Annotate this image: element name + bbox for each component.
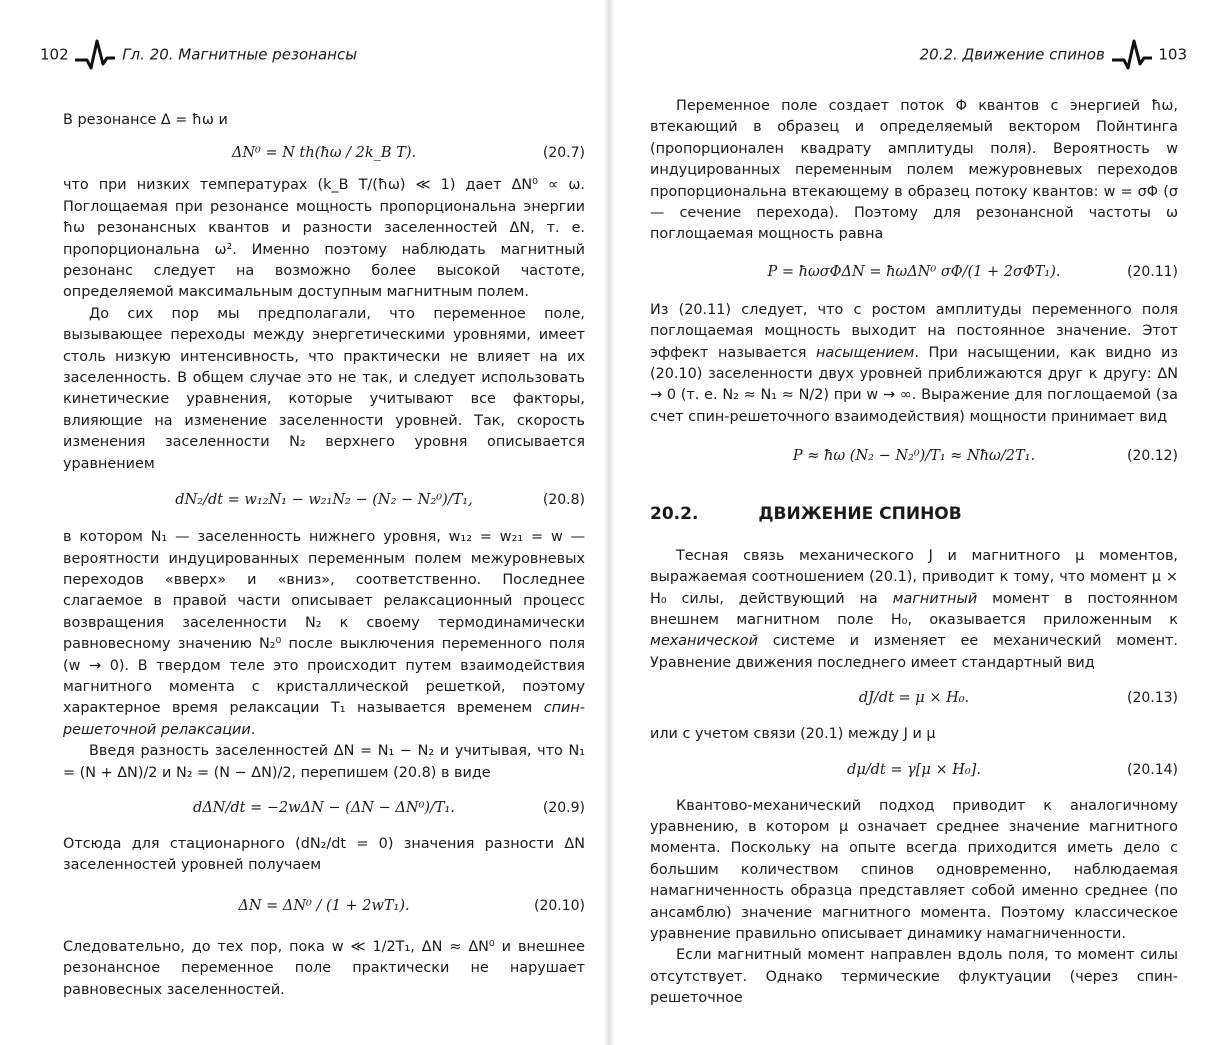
equation-number: (20.8): [542, 492, 585, 509]
right-body-text: [650, 96, 1178, 1010]
equation-number: (20.10): [533, 898, 585, 915]
equation-20-13: [650, 674, 1178, 724]
paragraph-text: в котором N₁ — заселенность нижнего уровня, w₁₂ = w₂₁ = w — вероятности индуцированных переменным полем межуровневых переходов «вверх» и «вниз», соответственно. Последнее слагаемое в правой части описывает релаксационный процесс возвращения заселенности N₂ к своему термодинамически равновесному значению N₂⁰ после выключения переменного поля (w → 0). В твердом теле это происходит путем взаимодействия магнитного момента с кристаллической решеткой, поэтому характерное время релаксации T₁ называется временем: [63, 529, 585, 717]
equation-formula: ΔN = ΔN⁰ / (1 + 2wT₁).: [238, 898, 410, 915]
equation-20-11: [650, 246, 1178, 300]
paragraph-text: Из (20.11) следует, что с ростом амплитуды переменного поля поглощаемая мощность выходит на постоянное значение. Этот эффект называется: [650, 301, 1178, 361]
italic-term: магнитный: [892, 590, 978, 607]
equation-formula: dJ/dt = μ × H₀.: [858, 690, 970, 707]
paragraph-text: момент в постоянном внешнем магнитном поле H₀, оказывается приложенным к: [650, 590, 1178, 628]
equation-20-7: [63, 131, 585, 175]
paragraph: Введя разность заселенностей ΔN = N₁ − N₂ и учитывая, что N₁ = (N + ΔN)/2 и N₂ = (N − ΔN)/2, перепишем (20.8) в виде: [63, 743, 585, 781]
left-running-head: [40, 38, 357, 78]
italic-term: механической: [650, 633, 758, 650]
section-title: ДВИЖЕНИЕ СПИНОВ: [758, 504, 962, 525]
equation-20-12: [650, 428, 1178, 484]
equation-formula: ΔN⁰ = N th(ħω / 2k_B T).: [231, 144, 417, 161]
paragraph-text: .: [250, 721, 256, 738]
paragraph: До сих пор мы предполагали, что переменное поле, вызывающее переходы между энергетическими уровнями, имеет столь низкую интенсивность, что практически не влияет на их заселенность. В общем случае это не так, и следует использовать кинетические уравнения, которые учитывают все факторы, влияющие на изменение заселенности уровней. Так, скорость изменения заселенности N₂ верхнего уровня описывается уравнением: [63, 305, 585, 472]
pulse-icon: [73, 38, 117, 72]
equation-number: (20.12): [1126, 447, 1178, 464]
equation-20-8: [63, 475, 585, 527]
paragraph: Следовательно, до тех пор, пока w ≪ 1/2T₁, ΔN ≈ ΔN⁰ и внешнее резонансное переменное поле практически не нарушает равновесных заселенностей.: [63, 938, 585, 998]
equation-formula: dΔN/dt = −2wΔN − (ΔN − ΔN⁰)/T₁.: [193, 800, 455, 817]
equation-formula: dμ/dt = γ[μ × H₀].: [847, 761, 981, 778]
paragraph: [63, 527, 585, 741]
left-running-title: Гл. 20. Магнитные резонансы: [122, 45, 358, 64]
italic-term: спин-решеточной релаксации: [63, 700, 585, 738]
paragraph: или с учетом связи (20.1) между J и μ: [650, 726, 936, 743]
paragraph: что при низких температурах (k_B T/(ħω) ≪ 1) дает ΔN⁰ ∝ ω. Поглощаемая при резонансе мощность пропорциональна энергии ħω резонансных квантов и разности заселенностей ΔN, т. е. пропорциональна ω². Именно поэтому наблюдать магнитный резонанс следует на возможно более высокой частоте, определяемой максимальным доступным магнитным полем.: [63, 177, 585, 301]
equation-formula: dN₂/dt = w₁₂N₁ − w₂₁N₂ − (N₂ − N₂⁰)/T₁,: [175, 492, 473, 509]
equation-number: (20.14): [1126, 761, 1178, 778]
equation-number: (20.13): [1126, 690, 1178, 707]
paragraph-text: Тесная связь механического J и магнитного μ моментов, выражаемая соотношением (20.1), приводит к тому, что момент μ × H₀ силы, действующий на: [650, 547, 1178, 607]
paragraph: [650, 300, 1178, 428]
equation-formula: P = ħωσΦΔN = ħωΔN⁰ σΦ/(1 + 2σΦT₁).: [767, 264, 1061, 281]
paragraph: Квантово-механический подход приводит к аналогичному уравнению, в котором μ означает среднее значение магнитного момента. Поскольку на опыте всегда приходится иметь дело с большим количеством спинов одновременно, наблюдаемая намагниченность образца представляет собой именно среднее (по ансамблю) значение магнитного момента. Поэтому классическое уравнение правильно описывает динамику намагниченности.: [650, 797, 1178, 942]
right-running-head: [920, 38, 1187, 78]
italic-term: насыщением: [815, 344, 915, 361]
paragraph: Отсюда для стационарного (dN₂/dt = 0) значения разности ΔN заселенностей уровней получаем: [63, 835, 585, 874]
equation-number: (20.11): [1126, 264, 1178, 281]
paragraph-text: . При насыщении, как видно из (20.10) заселенности двух уровней приближаются друг к другу: ΔN → 0 (т. е. N₂ ≈ N₁ ≈ N/2) при w → ∞. Выражение для поглощаемой (за счет спин-решеточного взаимодействия) мощности принимает вид: [650, 344, 1178, 425]
right-page-number: 103: [1158, 45, 1187, 64]
equation-number: (20.9): [542, 800, 585, 817]
equation-20-14: [650, 746, 1178, 796]
paragraph: Переменное поле создает поток Φ квантов с энергией ħω, втекающий в образец и определяемый вектором Пойнтинга (пропорционален квадрату амплитуды поля). Вероятность w индуцированных переменным полем межуровневых переходов пропорциональна втекающему в образец потоку квантов: w = σΦ (σ — сечение перехода). Поэтому для резонансной частоты ω поглощаемая мощность равна: [650, 98, 1178, 243]
left-body-text: [63, 110, 585, 1001]
left-page-number: 102: [40, 45, 69, 64]
equation-20-9: [63, 784, 585, 834]
right-running-title: 20.2. Движение спинов: [919, 45, 1105, 64]
paragraph: [650, 546, 1178, 674]
section-number: 20.2.: [650, 504, 699, 525]
paragraph-text: системе и изменяет ее механический момент. Уравнение движения последнего имеет стандартный вид: [650, 633, 1178, 671]
left-page: [0, 0, 605, 1045]
equation-formula: P ≈ ħω (N₂ − N₂⁰)/T₁ ≈ Nħω/2T₁.: [792, 447, 1036, 464]
paragraph: Если магнитный момент направлен вдоль поля, то момент силы отсутствует. Однако термические флуктуации (через спин-решеточное: [650, 947, 1178, 1007]
equation-20-10: [63, 877, 585, 937]
right-page: [612, 0, 1217, 1045]
pulse-icon: [1110, 38, 1154, 72]
equation-number: (20.7): [542, 144, 585, 161]
section-heading: [650, 504, 1178, 525]
paragraph: В резонансе Δ = ħω и: [63, 112, 228, 128]
